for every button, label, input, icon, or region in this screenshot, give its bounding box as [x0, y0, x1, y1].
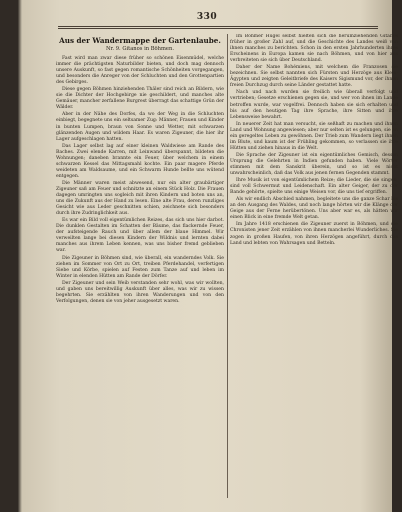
paragraph: Die Männer waren meist abwesend, nur ein alter graubärtiger Zigeuner saß am Feuer und schnitzte an einem Stück Holz. Die Frauen dagegen umringten uns sogleich mit ihren Kindern und boten uns an, uns die Zukunft aus der Hand zu lesen. Eine alte Frau, deren runzliges Gesicht wie aus Leder geschnitten schien, zeichnete sich besonders durch ihre Zudringlichkeit aus. [56, 180, 224, 217]
book-binding-left [0, 0, 18, 512]
paragraph: In neuerer Zeit hat man versucht, sie seßhaft zu machen und ihnen Land und Wohnung angewiesen; aber nur selten ist es gelungen, sie an ein geregeltes Leben zu gewöhnen. Der Trieb zum Wandern liegt ihnen im Blute, und kaum ist der Frühling gekommen, so verlassen sie ihre Hütten und ziehen hinaus in die Welt. [230, 121, 398, 151]
paragraph: Die Sprache der Zigeuner ist ein eigentümliches Gemisch, dessen Ursprung die Gelehrten in Indien gefunden haben. Viele Wörter stimmen mit dem Sanskrit überein, und so ist es nicht unwahrscheinlich, daß das Volk aus jenen fernen Gegenden stammt. [230, 152, 398, 177]
paragraph: Der Zigeuner und sein Weib verstanden sehr wohl, was wir wollten, und gaben uns bereitwillig Auskunft über alles, was wir zu wissen begehrten. Sie erzählten von ihren Wanderungen und von den Verfolgungen, denen sie von jeher ausgesetzt waren. [56, 280, 224, 304]
paragraph: Es war ein Bild voll eigentümlichen Reizes, das sich uns hier darbot. Die dunklen Gestalten im Schatten der Bäume, das flackernde Feuer, der aufsteigende Rauch und über allem der blaue Himmel. Wir verweilten lange bei diesen Kindern der Wildnis und lernten dabei manches aus ihrem Leben kennen, was uns bisher fremd geblieben war. [56, 218, 224, 254]
paragraph: Aber in der Nähe des Dorfes, da wo der Weg in die Schluchten einbiegt, begegnete uns ein seltsamer Zug: Männer, Frauen und Kinder in bunten Lumpen, braun von Sonne und Wetter, mit schwarzen glänzenden Augen und wildem Haar. Es waren Zigeuner, die hier ihr Lager aufgeschlagen hatten. [56, 112, 224, 142]
article-title: Aus der Wandermappe der Gartenlaube. [59, 36, 221, 45]
column-divider [227, 34, 228, 498]
left-column [56, 34, 224, 500]
paragraph: Fast wird man zwar diese früher so schönen Eisenmüdel, welche immer die prächtigsten Naturbilder bieten, und doch mag dennoch unsere Auskunft, so fast gegen romantische Schönheiten vorgegangen, und besonders die Anreger von der Schluchten und den Grottenpartien des Gebirges. [56, 56, 224, 86]
paragraph: Die Zigeuner in Böhmen sind, wie überall, ein wanderndes Volk. Sie ziehen im Sommer von Ort zu Ort, treiben Pferdehandel, verfertigen Siebe und Körbe, spielen auf Festen zum Tanze auf und leben im Winter in elenden Hütten am Rande der Dörfer. [56, 255, 224, 279]
page-number: 330 [196, 12, 218, 22]
paragraph: Im Böhmer Hügel selbst hielten sich die herumziehenden Gitanos früher in großer Zahl auf, und die Geschichte des Landes weiß von ihnen manches zu berichten. Schon in den ersten Jahrhunderten ihres Erscheinens in Europa kamen sie nach Böhmen, und von hier aus verbreiteten sie sich über Deutschland. [230, 34, 398, 64]
paragraph: Ihre Musik ist von eigentümlichem Reize; die Lieder, die sie singen, sind voll Schwermut und Leidenschaft. Ein alter Geiger, der zu der Bande gehörte, spielte uns einige Weisen vor, die uns tief ergriffen. [230, 178, 398, 196]
paragraph: Im Jahre 1418 erschienen die Zigeuner zuerst in Böhmen, und die Chronisten jener Zeit erzählen von ihnen mancherlei Wunderliches. Sie zogen in großen Haufen, von ihren Herzögen angeführt, durch das Land und lebten von Wahrsagen und Betteln. [230, 222, 398, 246]
article-subtitle: Nr. 9. Gitanos in Böhmen. [105, 46, 174, 52]
header-rule [58, 26, 378, 27]
right-column [230, 34, 398, 500]
paragraph: Als wir endlich Abschied nahmen, begleitete uns die ganze Schar bis an den Ausgang des Waldes, und noch lange hörten wir die Klänge der Geige aus der Ferne herübertönen. Uns aber war es, als hätten wir einen Blick in eine fremde Welt getan. [230, 197, 398, 221]
paragraph: Daher der Name Bohémiens, mit welchem die Franzosen sie bezeichnen. Sie selbst nannten sich Fürsten und Herzöge aus Klein-Ägypten und zeigten Geleitbriefe des Kaisers Sigismund vor, der ihnen freien Durchzug durch seine Länder gestattet hatte. [230, 65, 398, 89]
paragraph: Diese gegen Böhmen hinziehenden Thäler sind reich an Bildern, wie sie die Dichter der Hochgebirge nie geschildert, und manches alte Gemäuer, mancher zerfallene Burgrest überragt das schattige Grün der Wälder. [56, 87, 224, 111]
paragraph: Nach und nach wurden sie freilich wie überall verfolgt und vertrieben; Gesetze erschienen gegen sie, und wer von ihnen im Lande betroffen wurde, war vogelfrei. Dennoch haben sie sich erhalten und bis auf den heutigen Tag ihre Sprache, ihre Sitten und ihre Lebensweise bewahrt. [230, 90, 398, 120]
paragraph: Das Lager selbst lag auf einer kleinen Waldwiese am Rande des Baches. Zwei elende Karren, mit Leinwand überspannt, bildeten die Wohnungen; daneben brannte ein Feuer, über welchem in einem schwarzen Kessel das Mittagsmahl kochte. Ein paar magere Pferde weideten am Waldsaume, und ein Schwarm Hunde bellte uns wütend entgegen. [56, 143, 224, 179]
magazine-page [22, 6, 398, 506]
header-rule-double [58, 28, 378, 29]
